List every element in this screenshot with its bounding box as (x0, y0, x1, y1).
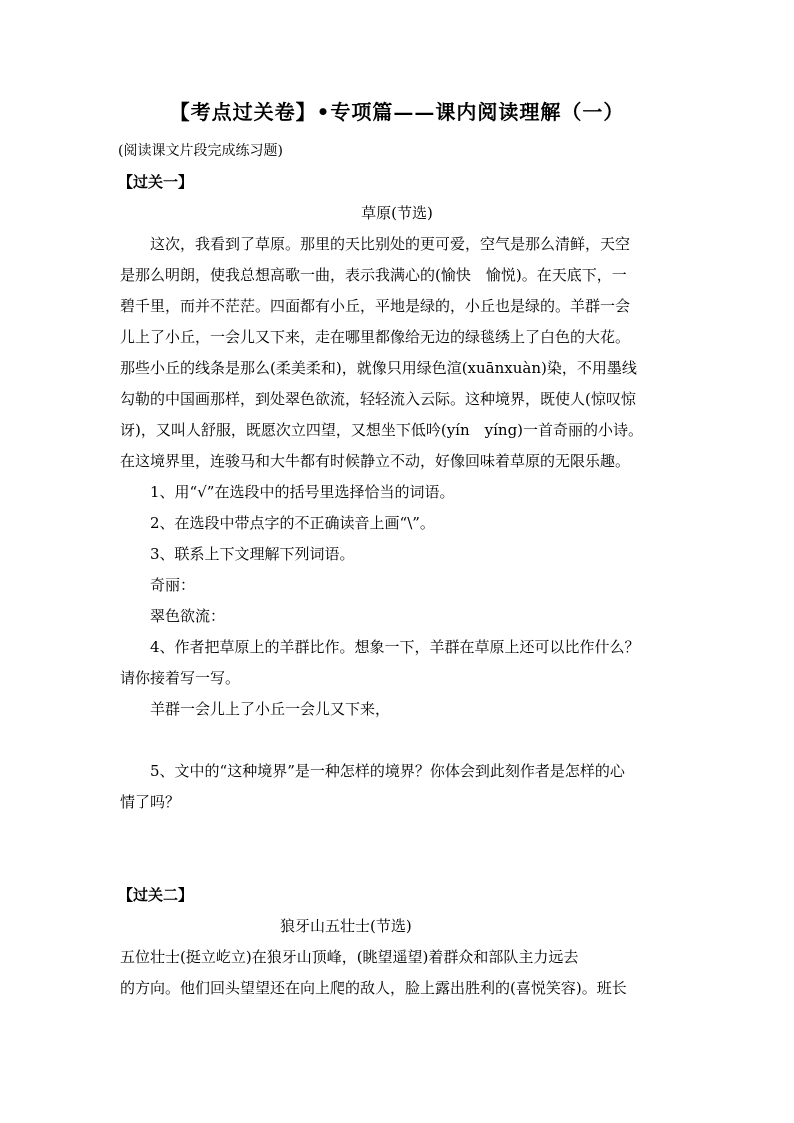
passage-line-8: 在这境界里，连骏马和大牛都有时候静立不动，好像回味着草原的无限乐趣。 (120, 452, 631, 470)
passage-line-7: 讶)，又叫人舒服，既愿次立四望，又想坐下低吟(yín yíng)一首奇丽的小诗。 (120, 421, 644, 439)
passage-line-6: 勾勒的中国画那样，到处翠色欲流，轻轻流入云际。这种境界，既使人(惊叹惊 (120, 390, 636, 408)
section2-passage-title: 狼牙山五壮士(节选) (280, 917, 412, 935)
question-3-item-a: 奇丽： (150, 576, 196, 594)
passage-line-2: 是那么明朗，使我总想高歌一曲，表示我满心的(愉快 愉悦)。在天底下，一 (120, 266, 627, 284)
question-4-line-2: 请你接着写一写。 (120, 669, 241, 687)
page-title: 【考点过关卷】•专项篇——课内阅读理解（一） (169, 100, 625, 124)
question-4-prompt: 羊群一会儿上了小丘一会儿又下来， (150, 700, 391, 718)
passage-line-5: 那些小丘的线条是那么(柔美柔和)，就像只用绿色渲(xuānxuàn)染，不用墨线 (120, 359, 637, 377)
section1-passage-title: 草原(节选) (361, 204, 433, 222)
passage-line-1: 这次，我看到了草原。那里的天比别处的更可爱，空气是那么清鲜，天空 (150, 235, 631, 253)
question-5-line-2: 情了吗？ (120, 793, 181, 811)
section1-header: 【过关一】 (118, 173, 194, 191)
section2-line-2: 的方向。他们回头望望还在向上爬的敌人，脸上露出胜利的(喜悦笑容)。班长 (120, 979, 627, 997)
question-2: 2、在选段中带点字的不正确读音上画“\”。 (150, 514, 435, 532)
question-3: 3、联系上下文理解下列词语。 (150, 545, 355, 563)
section2-header: 【过关二】 (118, 886, 194, 904)
passage-line-3: 碧千里，而并不茫茫。四面都有小丘，平地是绿的，小丘也是绿的。羊群一会 (120, 297, 631, 315)
question-1: 1、用“√”在选段中的括号里选择恰当的词语。 (150, 483, 455, 501)
question-3-item-b: 翠色欲流： (150, 607, 226, 625)
passage-line-4: 儿上了小丘，一会儿又下来，走在哪里都像给无边的绿毯绣上了白色的大花。 (120, 328, 631, 346)
question-5-line-1: 5、文中的“这种境界”是一种怎样的境界？你体会到此刻作者是怎样的心 (150, 762, 625, 780)
section2-line-1: 五位壮士(挺立屹立)在狼牙山顶峰，(眺望遥望)着群众和部队主力远去 (120, 948, 579, 966)
question-4-line-1: 4、作者把草原上的羊群比作。想象一下，羊群在草原上还可以比作什么？ (150, 638, 640, 656)
instruction-text: (阅读课文片段完成练习题) (118, 143, 283, 159)
